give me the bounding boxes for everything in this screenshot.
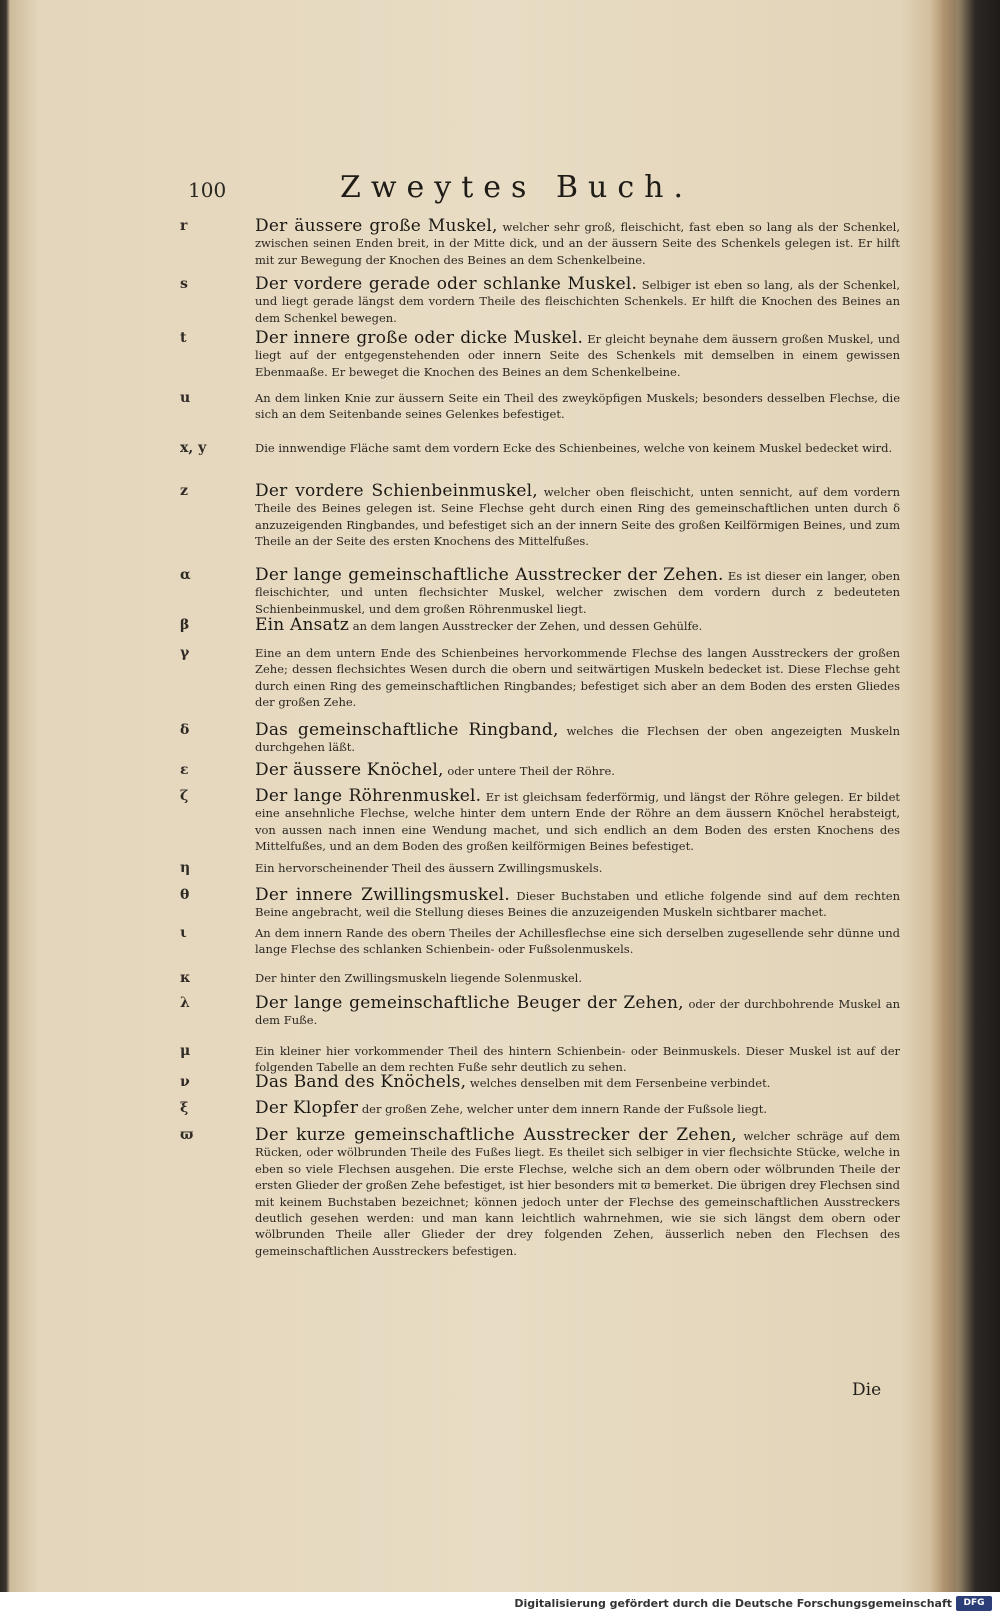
entry-marker: η [180,860,191,876]
entry-marker: t [180,330,187,346]
entry-body: welches die Flechsen der oben angezeigten Muskeln durchgehen läßt. [255,724,901,755]
entry-marker: δ [180,722,190,738]
entry-text [255,995,900,1029]
entry-heading: Der äussere große Muskel, [255,216,498,236]
entry-text [255,1127,900,1259]
entry-marker: ν [180,1074,190,1090]
entry-body: Der hinter den Zwillingsmuskeln liegende Solenmuskel. [255,971,582,985]
entry-body: Die innwendige Fläche samt dem vordern Ecke des Schienbeines, welche von keinem Muskel bedecket wird. [255,441,893,455]
entry-marker: r [180,218,188,234]
entry-marker: θ [180,887,190,903]
dfg-logo: DFG [956,1596,992,1611]
entry-marker: x, y [180,440,207,456]
entry-body: welcher oben fleischicht, unten sennicht, auf dem vordern Theile des Beines gelegen ist. Seine Flechse geht durch einen Ring des gemeinschaftlichen unten durch δ anzuzeigenden Ringbandes, und befestiget sich an der innern Seite des großen Keilförmigen Beines, und zum Theile an der Seite des ersten Knochens des Mittelfußes. [255,485,900,549]
entry-body: oder untere Theil der Röhre. [447,764,615,778]
entry-body: welches denselben mit dem Fersenbeine verbindet. [469,1076,771,1090]
entry-text [255,645,900,711]
entry-heading: Der kurze gemeinschaftliche Ausstrecker der Zehen, [255,1125,737,1145]
page-number: 100 [188,178,227,202]
entry-heading: Der Klopfer [255,1098,359,1118]
entry-heading: Der lange gemeinschaftliche Beuger der Zehen, [255,993,684,1013]
entry-text [255,1100,900,1117]
entry-body: Selbiger ist eben so lang, als der Schenkel, und liegt gerade längst dem vordern Theile des fleischichten Schenkels. Er hilft die Knochen des Beines an dem Schenkel bewegen. [255,278,901,325]
funding-credit: Digitalisierung gefördert durch die Deutsche Forschungsgemeinschaft [514,1597,952,1610]
entry-text [255,970,900,986]
entry-marker: ζ [180,788,189,804]
entry-marker: s [180,276,188,292]
entry-body: oder der durchbohrende Muskel an dem Fuße. [255,997,900,1028]
entry-marker: ε [180,762,189,778]
entry-marker: κ [180,970,191,986]
entry-marker: z [180,483,188,499]
entry-marker: α [180,567,191,583]
entry-body: Ein hervorscheinender Theil des äussern Zwillingsmuskels. [255,861,603,875]
running-head: Zweytes Buch. [340,170,693,205]
entry-body: An dem innern Rande des obern Theiles der Achillesflechse eine sich derselben zugesellende sehr dünne und lange Flechse des schlanken Schienbein- oder Fußsolenmuskels. [255,926,900,957]
digitization-footer [0,1592,1000,1616]
catchword: Die [852,1380,882,1400]
entry-body: Er gleicht beynahe dem äussern großen Muskel, und liegt auf der entgegenstehenden oder innern Seite des Schenkels mit demselben in einem gewissen Ebenmaaße. Er beweget die Knochen des Beines an dem Schenkelbeine. [255,332,900,379]
entry-heading: Der äussere Knöchel, [255,760,444,780]
entry-marker: u [180,390,191,406]
entry-heading: Der lange gemeinschaftliche Ausstrecker der Zehen. [255,565,724,585]
entry-marker: β [180,617,190,633]
entry-body: Es ist dieser ein langer, oben fleischichter, und unten flechsichter Muskel, welcher zwischen dem vordern durch z bedeuteten Schienbeinmuskel, und dem großen Röhrenmuskel liegt. [255,569,901,616]
entry-heading: Der lange Röhrenmuskel. [255,786,482,806]
entry-text [255,330,900,380]
entry-marker: ϖ [180,1127,194,1143]
entry-body: Ein kleiner hier vorkommender Theil des hintern Schienbein- oder Beinmuskels. Dieser Muskel ist auf der folgenden Tabelle an dem rechten Fuße sehr deutlich zu sehen. [255,1044,900,1075]
entry-text [255,1043,900,1076]
entry-text [255,218,900,268]
entry-text [255,788,900,855]
entry-text [255,887,900,921]
entry-text [255,276,900,326]
entry-text [255,483,900,550]
entry-text [255,390,900,423]
entry-text [255,860,900,876]
entry-heading: Das gemeinschaftliche Ringband, [255,720,559,740]
entry-text [255,617,900,634]
entry-body: der großen Zehe, welcher unter dem innern Rande der Fußsole liegt. [361,1102,768,1116]
entry-body: Er ist gleichsam federförmig, und längst der Röhre gelegen. Er bildet eine ansehnliche Flechse, welche hinter dem untern Ende der Röhre an dem äussern Knöchel herabsteigt, von aussen nach innen eine Wendung machet, und sich endlich an dem Boden des ersten Knochens des Mittelfußes, und an dem Boden des großen keilförmigen Beines befestiget. [255,790,901,854]
entry-text [255,440,900,456]
entry-marker: ξ [180,1100,189,1116]
entry-body: An dem linken Knie zur äussern Seite ein Theil des zweyköpfigen Muskels; besonders desselben Flechse, die sich an dem Seitenbande seines Gelenkes befestiget. [255,391,900,422]
entry-marker: ι [180,925,187,941]
entry-text [255,762,900,779]
entry-heading: Der innere Zwillingsmuskel. [255,885,510,905]
entry-marker: λ [180,995,190,1011]
entry-body: welcher sehr groß, fleischicht, fast eben so lang als der Schenkel, zwischen seinen Enden breit, in der Mitte dick, und an der äussern Seite des Schenkels gelegen ist. Er hilft mit zur Bewegung der Knochen des Beines an dem Schenkelbeine. [255,220,901,267]
entry-heading: Das Band des Knöchels, [255,1072,467,1092]
entry-heading: Der innere große oder dicke Muskel. [255,328,584,348]
entry-body: Dieser Buchstaben und etliche folgende sind auf dem rechten Beine angebracht, weil die Stellung dieses Beines die anzuzeigenden Muskeln sichtbarer machet. [255,889,900,920]
entry-text [255,567,900,617]
entry-text [255,925,900,958]
entry-body: Eine an dem untern Ende des Schienbeines hervorkommende Flechse des langen Ausstreckers der großen Zehe; dessen flechsichtes Wesen durch die obern und seitwärtigen Muskeln bedecket ist. Diese Flechse geht durch einen Ring des gemeinschaftlichen Ringbandes; befestiget sich aber an dem Boden des ersten Gliedes der großen Zehe. [255,646,900,710]
entry-body: an dem langen Ausstrecker der Zehen, und dessen Gehülfe. [352,619,703,633]
entry-marker: μ [180,1043,191,1059]
entry-text [255,1074,900,1091]
entry-text [255,722,900,756]
entry-heading: Der vordere Schienbeinmuskel, [255,481,538,501]
entry-body: welcher schräge auf dem Rücken, oder wölbrunden Theile des Fußes liegt. Es theilet sich selbiger in vier flechsichte Stücke, welche in eben so viele Flechsen ausgehen. Die erste Flechse, welche sich an dem obern oder wölbrunden Theile der ersten Glieder der großen Zehe befestiget, ist hier besonders mit ϖ bemerket. Die übrigen drey Flechsen sind mit keinem Buchstaben bezeichnet; können jedoch unter der Flechse des gemeinschaftlichen Ausstreckers deutlich gesehen werden: und man kann leichtlich wahrnehmen, wie sie sich längst dem obern oder wölbrunden Theile aller Glieder der drey folgenden Zehen, äusserlich neben den Flechsen des gemeinschaftlichen Ausstreckers befestigen. [255,1129,900,1258]
entry-heading: Der vordere gerade oder schlanke Muskel. [255,274,638,294]
entry-heading: Ein Ansatz [255,615,350,635]
entry-marker: γ [180,645,190,661]
